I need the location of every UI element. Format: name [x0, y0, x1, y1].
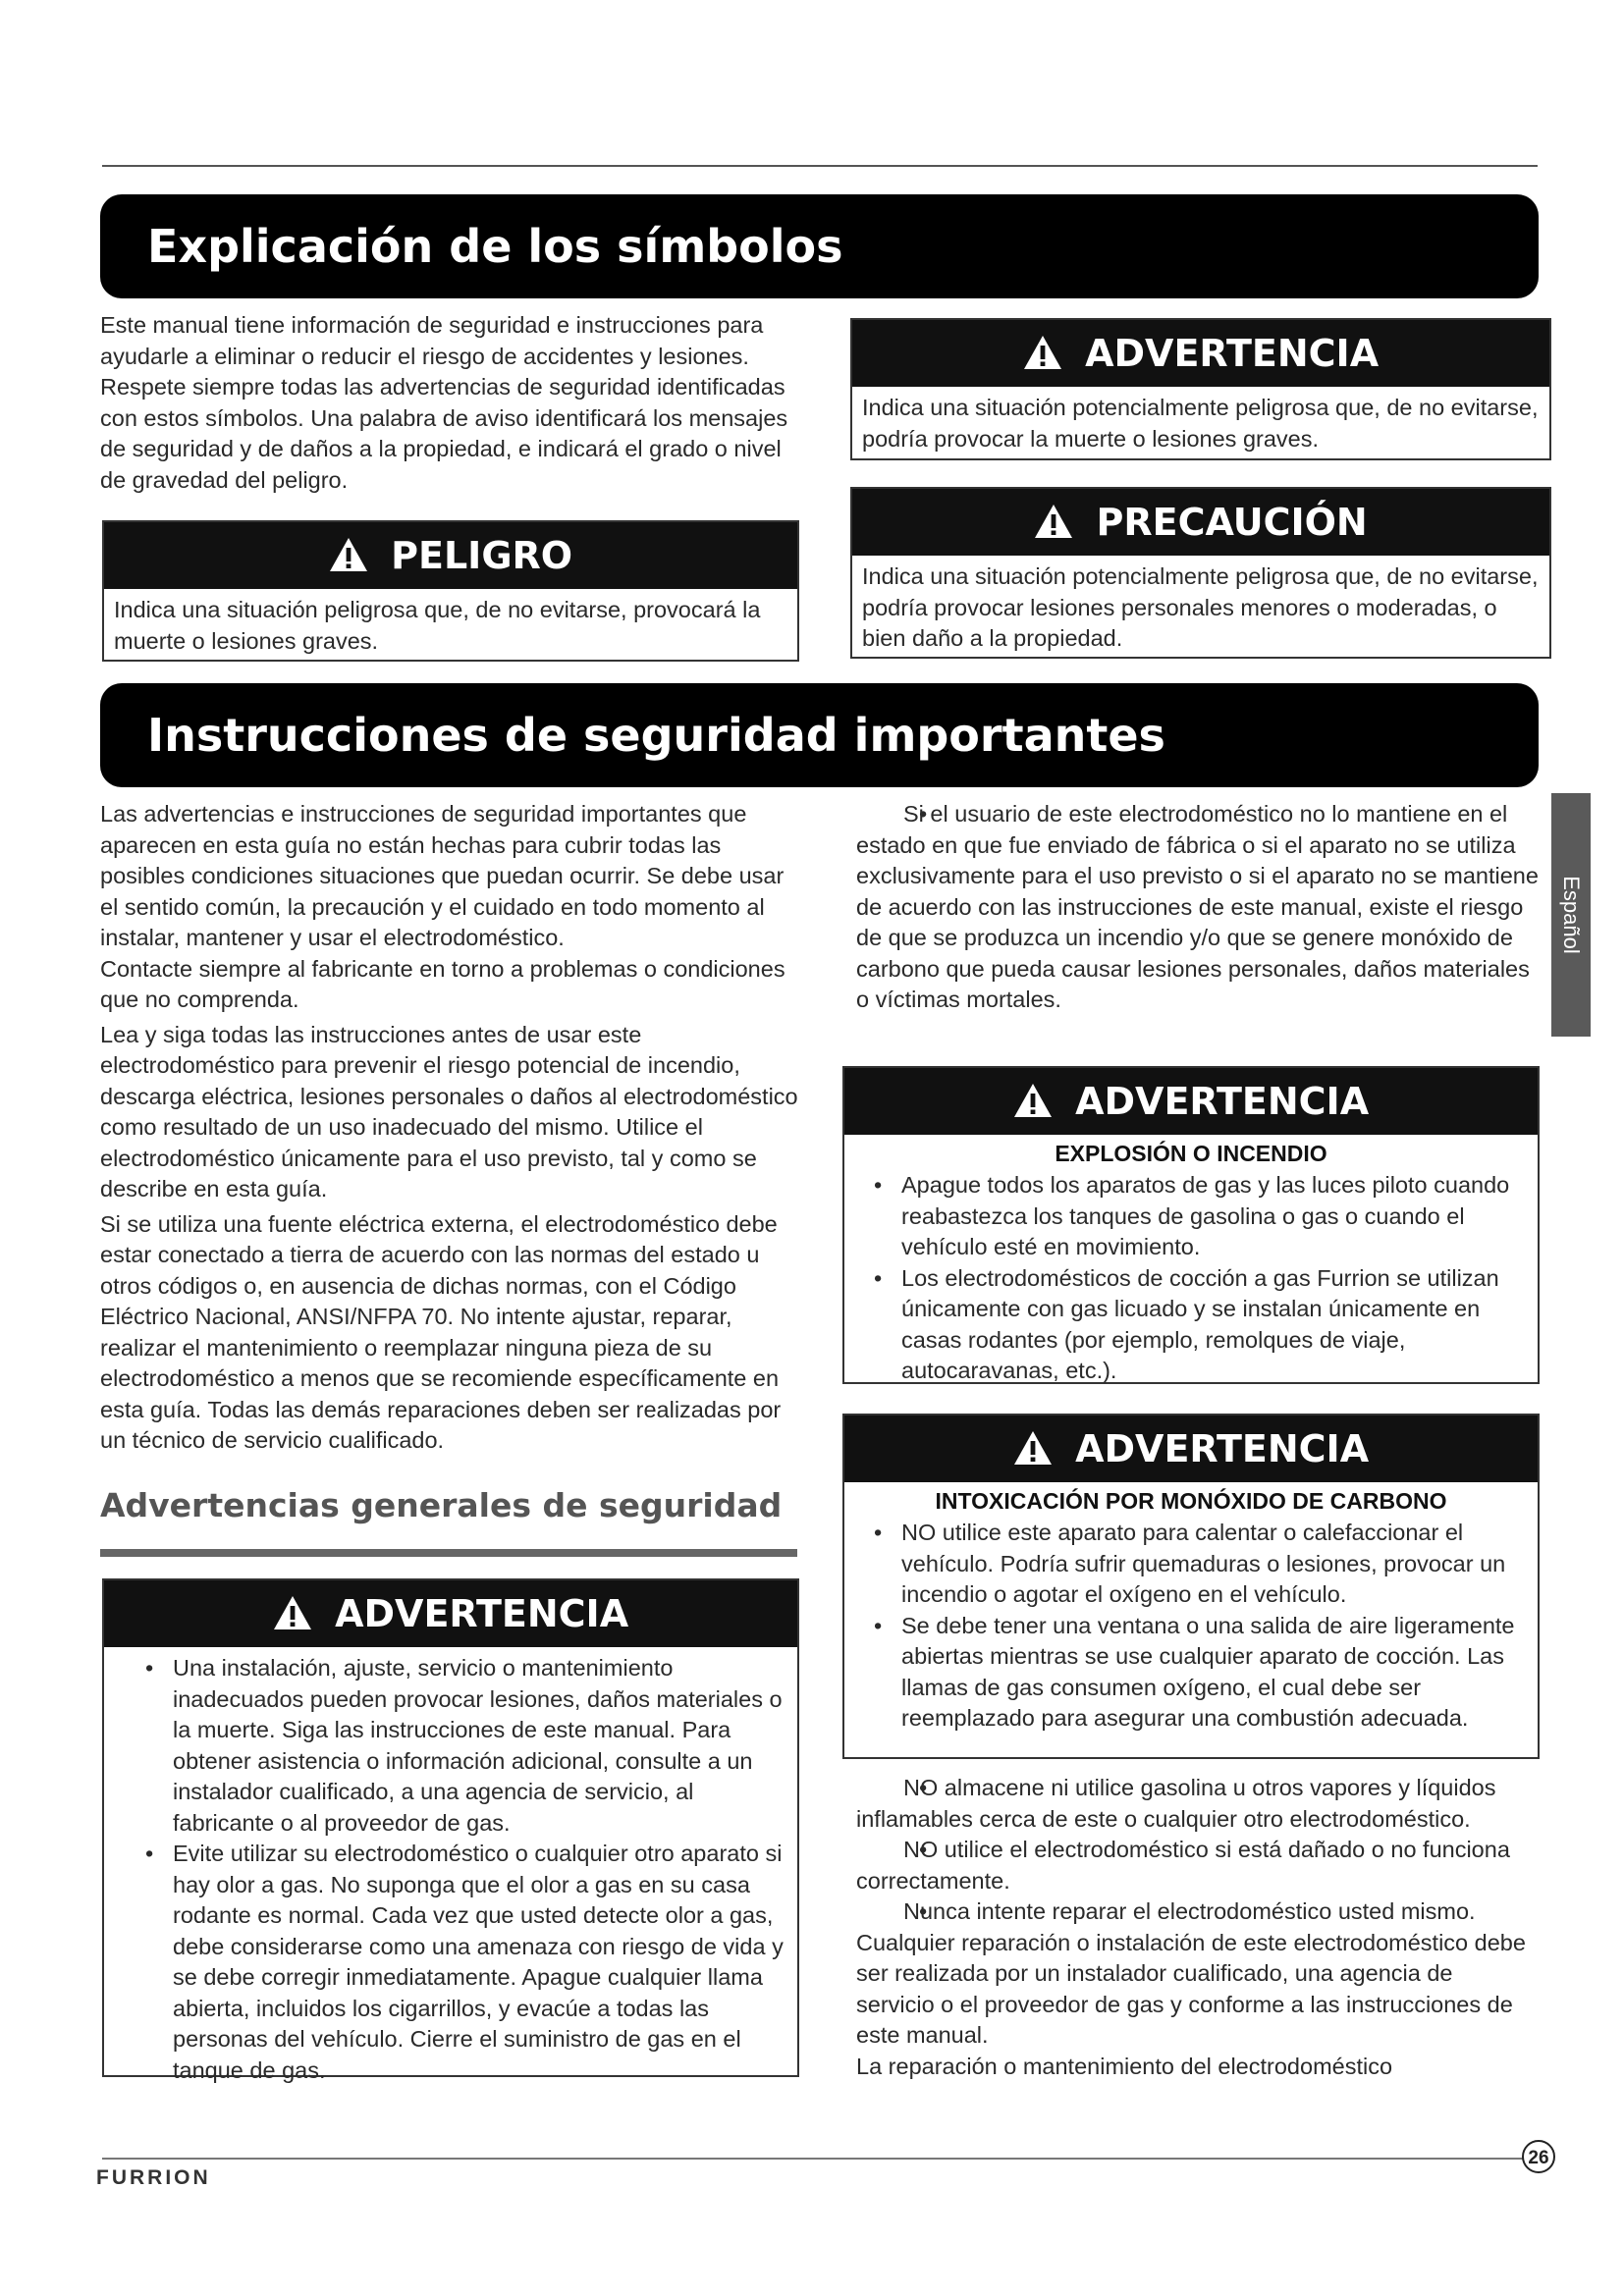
list-item: • Si el usuario de este electrodoméstico no lo mantiene en el estado en que fue enviado de fábrica o si el aparato no se utiliza exclusivamente para el uso previsto o si el aparato no se mantiene de acuerdo con las instrucciones de este manual, existe el riesgo de que se produzca un incendio y/o que se genere monóxido de carbono que pueda causar lesiones personales, daños materiales o víctimas mortales.	[856, 799, 1543, 1016]
co-warning-header	[844, 1415, 1538, 1482]
precaucion-text: Indica una situación potencialmente peligrosa que, de no evitarse, podría provocar lesiones personales menores o moderadas, o bien daño a la propiedad.	[862, 563, 1539, 651]
general-warning-list	[130, 1653, 784, 2086]
explosion-warning-label: ADVERTENCIA	[1075, 1080, 1370, 1123]
paragraph: Lea y siga todas las instrucciones antes de usar este electrodoméstico para prevenir el riesgo potencial de incendio, descarga eléctrica, lesiones personales o daños al electrodoméstico como resultado de un uso inadecuado del mismo. Utilice el electrodoméstico únicamente para el uso previsto, tal y como se describe en esta guía.	[100, 1021, 798, 1201]
co-warning-box	[842, 1414, 1540, 1759]
language-tab-label: Español	[1559, 876, 1584, 954]
bottom-rule	[102, 2158, 1524, 2160]
top-rule	[102, 165, 1538, 167]
precaucion-label: PRECAUCIÓN	[1096, 501, 1368, 544]
precaucion-box	[850, 487, 1551, 659]
section-title-simbolos: Explicación de los símbolos	[100, 194, 1539, 298]
language-tab	[1551, 793, 1591, 1037]
continuation-text: La reparación o mantenimiento del electrodoméstico	[856, 2053, 1393, 2079]
heading-rule	[100, 1549, 797, 1557]
list-item: • Evite utilizar su electrodoméstico o cualquier otro aparato si hay olor a gas. No suponga que el olor a gas en su casa rodante es normal. Cada vez que usted detecte olor a gas, debe considerarse como una amenaza con riesgo de vida y se debe corregir inmediatamente. Apague cualquier llama abierta, incluidos los cigarrillos, y evacúe a todas las personas del vehículo. Cierre el suministro de gas en el tanque de gas.	[130, 1839, 784, 2086]
list-item: • NO almacene ni utilice gasolina u otros vapores y líquidos inflamables cerca de este o cualquier otro electrodoméstico.	[856, 1773, 1534, 1835]
general-warning-header	[104, 1580, 797, 1647]
warning-icon	[273, 1595, 312, 1630]
co-warning-label: ADVERTENCIA	[1075, 1427, 1370, 1470]
paragraph: Las advertencias e instrucciones de seguridad importantes que aparecen en esta guía no están hechas para cubrir todas las posibles condiciones situaciones que puedan ocurrir. Se debe usar el sentido común, la precaución y el cuidado en todo momento al instalar, mantener y usar el electrodoméstico.	[100, 801, 785, 950]
advertencia-text: Indica una situación potencialmente peligrosa que, de no evitarse, podría provocar la muerte o lesiones graves.	[862, 395, 1539, 452]
explosion-warning-header	[844, 1068, 1538, 1135]
co-list	[858, 1518, 1530, 1735]
explosion-warning-box	[842, 1066, 1540, 1384]
warning-icon	[1013, 1430, 1053, 1466]
paragraph: Contacte siempre al fabricante en torno a problemas o condiciones que no comprenda.	[100, 955, 785, 1012]
warning-icon	[1013, 1083, 1053, 1118]
explosion-subtitle: EXPLOSIÓN O INCENDIO	[1055, 1141, 1327, 1166]
peligro-label: PELIGRO	[391, 534, 573, 577]
list-item: • Una instalación, ajuste, servicio o mantenimiento inadecuados pueden provocar lesiones, daños materiales o la muerte. Siga las instrucciones de este manual. Para obtener asistencia o información adicional, consulte a un instalador cualificado, a una agencia de servicio, al fabricante o al proveedor de gas.	[130, 1653, 784, 1839]
list-item: • Los electrodomésticos de cocción a gas Furrion se utilizan únicamente con gas licuado y se instalan únicamente en casas rodantes (por ejemplo, remolques de viaje, autocaravanas, etc.).	[858, 1263, 1526, 1387]
intro-paragraph: Este manual tiene información de seguridad e instrucciones para ayudarle a eliminar o reducir el riesgo de accidentes y lesiones. Respete siempre todas las advertencias de seguridad identificadas con estos símbolos. Una palabra de aviso identificará los mensajes de seguridad y de daños a la propiedad, e indicará el grado o nivel de gravedad del peligro.	[100, 312, 788, 493]
peligro-header	[104, 522, 797, 589]
explosion-list	[858, 1170, 1526, 1387]
warning-icon	[1034, 504, 1073, 539]
right-top-bullet	[856, 799, 1543, 1016]
right-bottom-bullets	[856, 1773, 1534, 2082]
peligro-box	[102, 520, 799, 662]
list-item: • Se debe tener una ventana o una salida de aire ligeramente abiertas mientras se use cualquier aparato de cocción. Las llamas de gas consumen oxígeno, el cual debe ser reemplazado para asegurar una combustión adecuada.	[858, 1611, 1530, 1735]
advertencia-header	[852, 320, 1549, 387]
general-warning-label: ADVERTENCIA	[335, 1592, 629, 1635]
advertencia-box	[850, 318, 1551, 460]
left-column	[100, 799, 805, 1457]
paragraph: Si se utiliza una fuente eléctrica externa, el electrodoméstico debe estar conectado a tierra de acuerdo con las normas del estado u otros códigos o, en ausencia de dichas normas, con el Código Eléctrico Nacional, ANSI/NFPA 70. No intente ajustar, reparar, realizar el mantenimiento o reemplazar ninguna pieza de su electrodoméstico a menos que se recomiende específicamente en esta guía. Todas las demás reparaciones deben ser realizadas por un técnico de servicio cualificado.	[100, 1210, 782, 1453]
general-warnings-heading: Advertencias generales de seguridad	[100, 1486, 783, 1524]
precaucion-header	[852, 489, 1549, 556]
co-subtitle: INTOXICACIÓN POR MONÓXIDO DE CARBONO	[935, 1488, 1447, 1514]
section-title-instrucciones: Instrucciones de seguridad importantes	[100, 683, 1539, 787]
peligro-text: Indica una situación peligrosa que, de no evitarse, provocará la muerte o lesiones graves.	[114, 597, 761, 654]
warning-icon	[1023, 335, 1062, 370]
list-item: • NO utilice este aparato para calentar o calefaccionar el vehículo. Podría sufrir quemaduras o lesiones, provocar un incendio o agotar el oxígeno en el vehículo.	[858, 1518, 1530, 1611]
page-number: 26	[1522, 2140, 1555, 2173]
advertencia-label: ADVERTENCIA	[1085, 332, 1380, 375]
list-item: • Nunca intente reparar el electrodoméstico usted mismo. Cualquier reparación o instalación de este electrodoméstico debe ser realizada por un instalador cualificado, una agencia de servicio o el proveedor de gas y conforme a las instrucciones de este manual.	[856, 1896, 1534, 2052]
warning-icon	[329, 537, 368, 572]
general-warning-box	[102, 1578, 799, 2083]
list-item: • Apague todos los aparatos de gas y las luces piloto cuando reabastezca los tanques de gasolina o gas o cuando el vehículo esté en movimiento.	[858, 1170, 1526, 1263]
furrion-logo: FURRION	[96, 2166, 211, 2189]
list-item: • NO utilice el electrodoméstico si está dañado o no funciona correctamente.	[856, 1835, 1534, 1896]
